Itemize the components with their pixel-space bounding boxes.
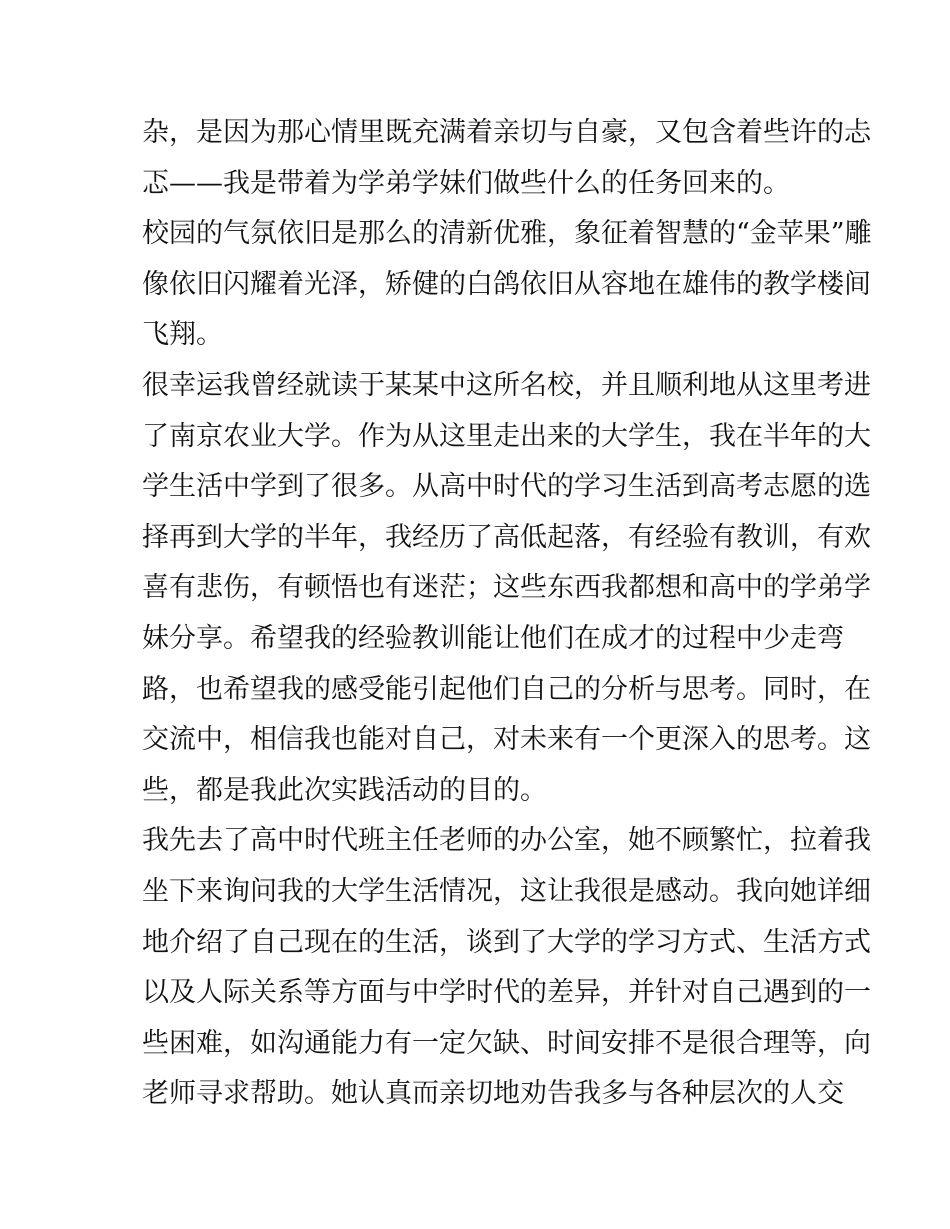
text-line: 交流中，相信我也能对自己，对未来有一个更深入的思考。这 — [142, 724, 871, 756]
body-text — [142, 108, 872, 1120]
text-line: 些困难，如沟通能力有一定欠缺、时间安排不是很合理等，向 — [142, 1027, 871, 1059]
text-line: 喜有悲伤，有顿悟也有迷茫；这些东西我都想和高中的学弟学 — [142, 572, 871, 604]
text-line: 了南京农业大学。作为从这里走出来的大学生，我在半年的大 — [142, 420, 871, 452]
text-line: 校园的气氛依旧是那么的清新优雅，象征着智慧的“金苹果”雕 — [142, 218, 872, 250]
text-line: 以及人际关系等方面与中学时代的差异，并针对自己遇到的一 — [142, 977, 871, 1009]
text-line: 老师寻求帮助。她认真而亲切地劝告我多与各种层次的人交 — [142, 1078, 844, 1110]
text-line: 坐下来询问我的大学生活情况，这让我很是感动。我向她详细 — [142, 875, 871, 907]
text-line: 妹分享。希望我的经验教训能让他们在成才的过程中少走弯 — [142, 622, 844, 654]
text-line: 很幸运我曾经就读于某某中这所名校，并且顺利地从这里考进 — [142, 369, 871, 401]
text-line: 地介绍了自己现在的生活，谈到了大学的学习方式、生活方式 — [142, 926, 871, 958]
text-line: 杂，是因为那心情里既充满着亲切与自豪，又包含着些许的忐 — [142, 117, 871, 148]
text-line: 飞翔。 — [142, 319, 223, 351]
text-line: 学生活中学到了很多。从高中时代的学习生活到高考志愿的选 — [142, 471, 871, 503]
text-line: 些，都是我此次实践活动的目的。 — [142, 774, 547, 806]
text-line: 忑——我是带着为学弟学妹们做些什么的任务回来的。 — [142, 167, 790, 199]
text-line: 像依旧闪耀着光泽，矫健的白鸽依旧从容地在雄伟的教学楼间 — [142, 268, 871, 300]
text-line: 择再到大学的半年，我经历了高低起落，有经验有教训，有欢 — [142, 521, 871, 553]
text-line: 我先去了高中时代班主任老师的办公室，她不顾繁忙，拉着我 — [142, 825, 871, 857]
text-line: 路，也希望我的感受能引起他们自己的分析与思考。同时，在 — [142, 673, 871, 705]
